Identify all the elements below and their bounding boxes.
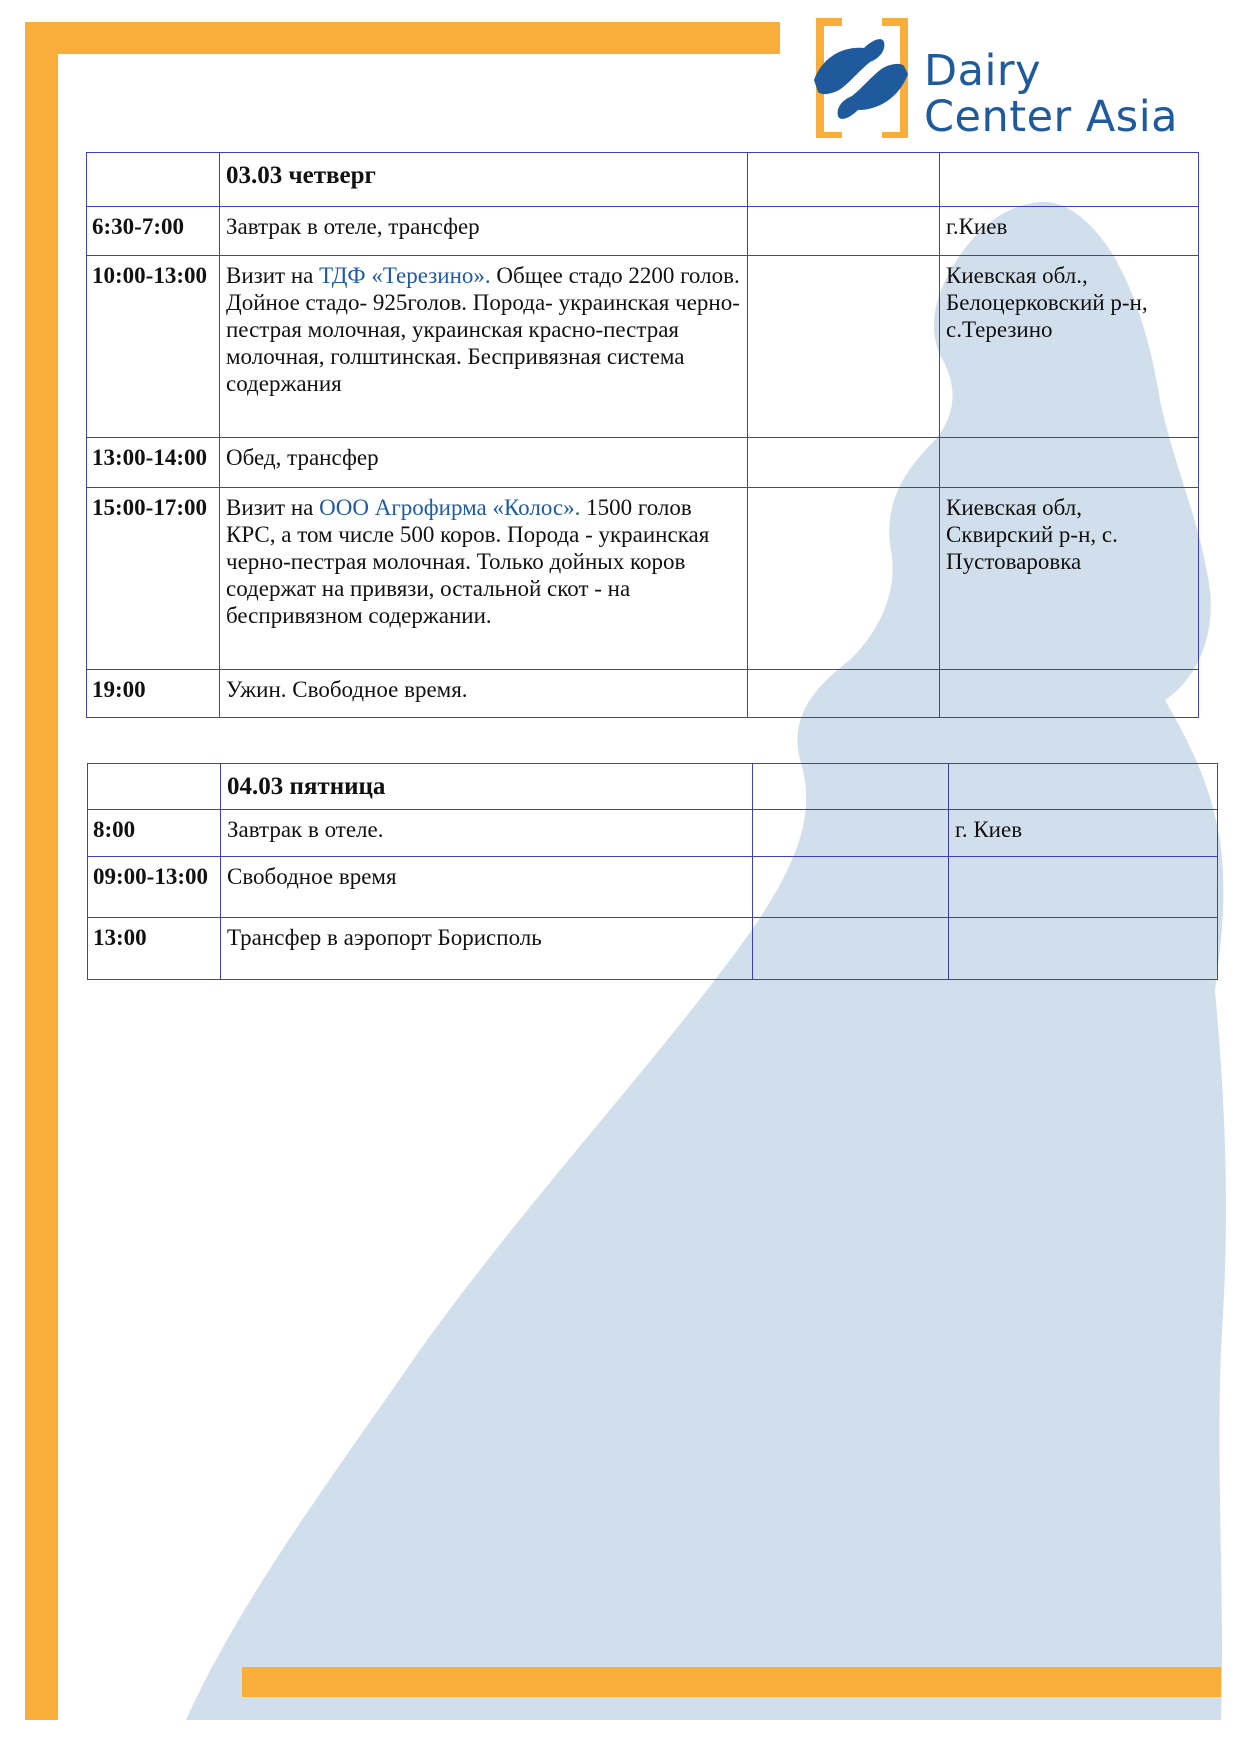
schedule-table-day1	[86, 152, 1199, 718]
row-description	[220, 488, 748, 670]
table-cell	[748, 207, 940, 256]
table-cell	[753, 857, 949, 918]
desc-text: Ужин. Свободное время.	[226, 677, 468, 702]
schedule-table-day2	[87, 763, 1218, 980]
row-location: Киевская обл., Белоцерковский р-н, с.Терезино	[940, 256, 1199, 438]
table-cell	[748, 153, 940, 207]
logo-line-dairy: Dairy	[924, 46, 1042, 96]
row-location: г. Киев	[949, 810, 1218, 857]
row-location	[940, 438, 1199, 488]
frame-bar-left	[25, 22, 58, 1720]
table-header-row	[88, 764, 1218, 810]
table-row	[87, 438, 1199, 488]
desc-text: 1500 голов КРС, а том числе 500 коров. Порода - украинская черно-пестрая молочная. Только дойных коров содержат на привязи, остальной скот - на беспривязном содержании.	[226, 495, 710, 628]
row-description: Трансфер в аэропорт Борисполь	[221, 918, 753, 980]
table-cell	[748, 438, 940, 488]
desc-text: Визит на	[226, 495, 320, 520]
table-cell	[87, 153, 220, 207]
row-location	[949, 857, 1218, 918]
row-time: 09:00-13:00	[88, 857, 221, 918]
table-row	[87, 207, 1199, 256]
row-location	[949, 918, 1218, 980]
table-row	[88, 918, 1218, 980]
row-time: 10:00-13:00	[87, 256, 220, 438]
dairy-center-asia-logo	[812, 18, 1192, 142]
farm-link-terezino[interactable]: ТДФ «Терезино».	[319, 263, 491, 288]
row-time: 13:00-14:00	[87, 438, 220, 488]
table-cell	[748, 256, 940, 438]
row-time: 15:00-17:00	[87, 488, 220, 670]
row-description	[220, 438, 748, 488]
row-time: 6:30-7:00	[87, 207, 220, 256]
table-cell	[748, 488, 940, 670]
frame-bar-bottom	[242, 1667, 1221, 1697]
desc-text: Обед, трансфер	[226, 445, 379, 470]
logo-line-center-asia: Center Asia	[924, 92, 1179, 142]
table-cell	[940, 153, 1199, 207]
table-row	[87, 670, 1199, 718]
table-cell	[748, 670, 940, 718]
row-description: Завтрак в отеле.	[221, 810, 753, 857]
row-description	[220, 256, 748, 438]
two-cows-logo-icon	[812, 18, 912, 138]
row-time: 13:00	[88, 918, 221, 980]
desc-text: Общее стадо 2200 голов. Дойное стадо- 925голов. Порода- украинская черно-пестрая молочная, украинская красно-пестрая молочная, голштинская. Беспривязная система содержания	[226, 263, 740, 396]
row-description: Свободное время	[221, 857, 753, 918]
row-location: Киевская обл, Сквирский р-н, с. Пустоваровка	[940, 488, 1199, 670]
table-row	[88, 857, 1218, 918]
row-description	[220, 670, 748, 718]
row-location: г.Киев	[940, 207, 1199, 256]
row-location	[940, 670, 1199, 718]
table-row	[87, 256, 1199, 438]
day-title: 03.03 четверг	[220, 153, 748, 207]
logo-text	[924, 48, 1178, 140]
frame-bar-top	[25, 22, 780, 54]
row-time: 19:00	[87, 670, 220, 718]
table-header-row	[87, 153, 1199, 207]
day-title: 04.03 пятница	[221, 764, 753, 810]
row-time: 8:00	[88, 810, 221, 857]
table-row	[87, 488, 1199, 670]
row-description	[220, 207, 748, 256]
table-cell	[88, 764, 221, 810]
table-cell	[949, 764, 1218, 810]
table-cell	[753, 764, 949, 810]
table-row	[88, 810, 1218, 857]
table-cell	[753, 810, 949, 857]
desc-text: Визит на	[226, 263, 320, 288]
farm-link-kolos[interactable]: ООО Агрофирма «Колос».	[319, 495, 581, 520]
desc-text: Завтрак в отеле, трансфер	[226, 214, 480, 239]
table-cell	[753, 918, 949, 980]
